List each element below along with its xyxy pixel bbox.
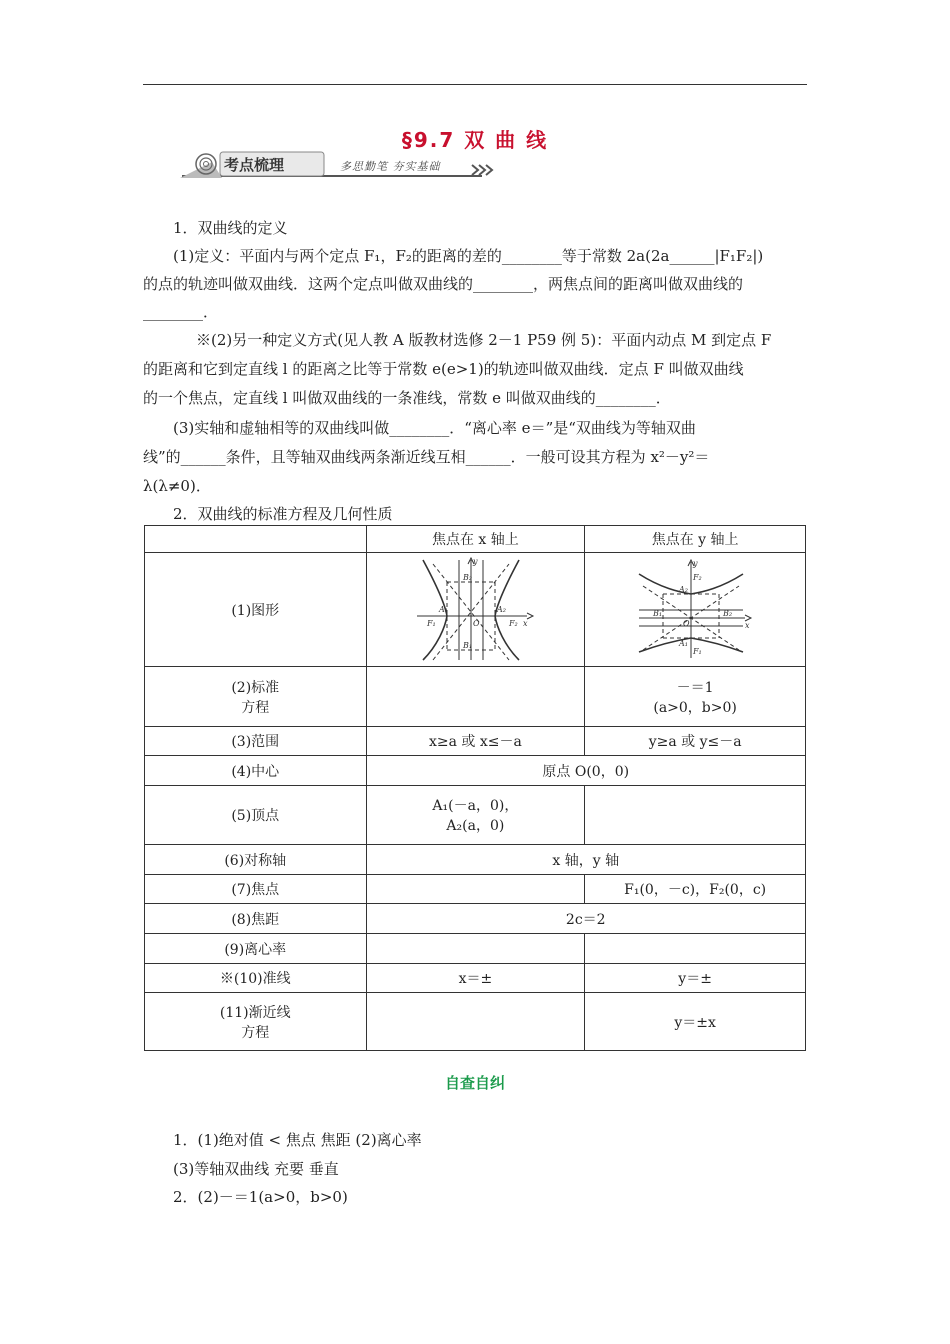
answer-line-3: 2．(2)－＝1(a>0，b>0): [173, 1188, 348, 1206]
fig-label: B₁: [463, 640, 473, 650]
x-cell: [366, 875, 585, 904]
table-row: [145, 845, 806, 875]
fig-label: F₂: [509, 618, 519, 628]
hyperbola-x-figure: [415, 556, 535, 664]
y-cell: [585, 934, 806, 964]
merged-cell: 2c＝2: [366, 904, 805, 934]
figure-x-cell: [366, 553, 585, 667]
def3-line-2: 线”的______条件，且等轴双曲线两条渐近线互相______．一般可设其方程为 x²－y²＝: [143, 448, 710, 466]
fig-label: B₁: [653, 608, 663, 618]
row-label: (6)对称轴: [145, 845, 367, 875]
section1-heading: 1．双曲线的定义: [173, 219, 288, 237]
row-label-line: 方程: [241, 1024, 270, 1041]
row-label: [145, 667, 367, 727]
def-line-3: ________．: [143, 303, 219, 321]
table-row: [145, 875, 806, 904]
row-label: (8)焦距: [145, 904, 367, 934]
table-row: [145, 553, 806, 667]
table-row: [145, 727, 806, 756]
header-cell: 焦点在 y 轴上: [585, 526, 806, 553]
table-row: [145, 964, 806, 993]
row-label: (7)焦点: [145, 875, 367, 904]
fig-label: y: [473, 556, 478, 566]
row-label: [145, 993, 367, 1051]
table-row: [145, 993, 806, 1051]
fig-label: x: [523, 618, 528, 628]
table-row: [145, 934, 806, 964]
fig-label: B₂: [723, 608, 733, 618]
fig-label: B₂: [463, 572, 473, 582]
figure-y-cell: [585, 553, 806, 667]
banner-label: 考点梳理: [224, 156, 285, 174]
def-line-2: 的点的轨迹叫做双曲线．这两个定点叫做双曲线的________，两焦点间的距离叫做双曲线的: [143, 275, 744, 293]
row-label-line: (2)标准: [231, 679, 280, 696]
header-cell: 焦点在 x 轴上: [366, 526, 585, 553]
answer-line-2: (3)等轴双曲线 充要 垂直: [173, 1160, 339, 1178]
answer-line-1: 1．(1)绝对值 < 焦点 焦距 (2)离心率: [173, 1131, 422, 1149]
cell-line: A₂(a，0): [446, 818, 505, 834]
row-label: (3)范围: [145, 727, 367, 756]
cell-line: (a>0，b>0): [653, 699, 737, 716]
top-rule: [143, 84, 807, 85]
cell-line: －＝1: [676, 679, 714, 696]
fig-label: F₁: [693, 646, 702, 656]
row-label-line: (11)渐近线: [219, 1004, 291, 1021]
row-label: (1)图形: [145, 553, 367, 667]
fig-label: A₂: [497, 604, 507, 614]
y-cell: F₁(0，－c)，F₂(0，c): [585, 875, 806, 904]
swirl-icon: [172, 148, 502, 184]
row-label-line: 方程: [241, 699, 270, 716]
table-row: [145, 667, 806, 727]
properties-table: [144, 525, 806, 1051]
table-row: [145, 756, 806, 786]
fig-label: y: [693, 558, 698, 568]
def2-line-3: 的一个焦点，定直线 l 叫做双曲线的一条准线，常数 e 叫做双曲线的________．: [143, 389, 671, 407]
table-row: [145, 786, 806, 845]
x-cell: x＝±: [366, 964, 585, 993]
table-header-row: [145, 526, 806, 553]
check-heading: 自查自纠: [444, 1074, 505, 1092]
fig-label: A₁: [439, 604, 449, 614]
section2-heading: 2．双曲线的标准方程及几何性质: [173, 505, 393, 523]
def3-line-3: λ(λ≠0)．: [143, 477, 211, 495]
merged-cell: 原点 O(0，0): [366, 756, 805, 786]
fig-label: O: [473, 618, 480, 628]
y-cell: y＝±x: [585, 993, 806, 1051]
y-cell: [585, 667, 806, 727]
cell-line: A₁(－a，0)，: [432, 798, 519, 814]
x-cell: [366, 993, 585, 1051]
def-line-1: (1)定义：平面内与两个定点 F₁，F₂的距离的差的________等于常数 2a(2a______|F₁F₂|): [173, 247, 764, 265]
def3-line-1: (3)实轴和虚轴相等的双曲线叫做________．“离心率 e＝”是“双曲线为等轴双曲: [173, 419, 696, 437]
fig-label: F₁: [427, 618, 437, 628]
merged-cell: x 轴，y 轴: [366, 845, 805, 875]
def2-line-2: 的距离和它到定直线 l 的距离之比等于常数 e(e>1)的轨迹叫做双曲线．定点 F 叫做双曲线: [143, 360, 744, 378]
y-cell: y≥a 或 y≤－a: [585, 727, 806, 756]
fig-label: A₁: [679, 638, 689, 648]
x-cell: x≥a 或 x≤－a: [366, 727, 585, 756]
hyperbola-y-figure: [635, 558, 755, 662]
page-title: §9.7 双 曲 线: [401, 128, 549, 152]
y-cell: y＝±: [585, 964, 806, 993]
row-label: (4)中心: [145, 756, 367, 786]
x-cell: [366, 786, 585, 845]
def2-line-1: ※(2)另一种定义方式(见人教 A 版教材选修 2－1 P59 例 5)：平面内动点 M 到定点 F: [196, 331, 772, 349]
x-cell: [366, 934, 585, 964]
x-cell: [366, 667, 585, 727]
fig-label: x: [745, 620, 750, 630]
fig-label: A₂: [679, 584, 689, 594]
fig-label: F₂: [693, 572, 702, 582]
header-cell: [145, 526, 367, 553]
fig-label: O: [683, 618, 690, 628]
section-banner: [172, 148, 502, 184]
table-row: [145, 904, 806, 934]
banner-subtitle: 多思勤笔 夯实基础: [340, 160, 441, 173]
row-label: ※(10)准线: [145, 964, 367, 993]
row-label: (5)顶点: [145, 786, 367, 845]
row-label: (9)离心率: [145, 934, 367, 964]
y-cell: [585, 786, 806, 845]
